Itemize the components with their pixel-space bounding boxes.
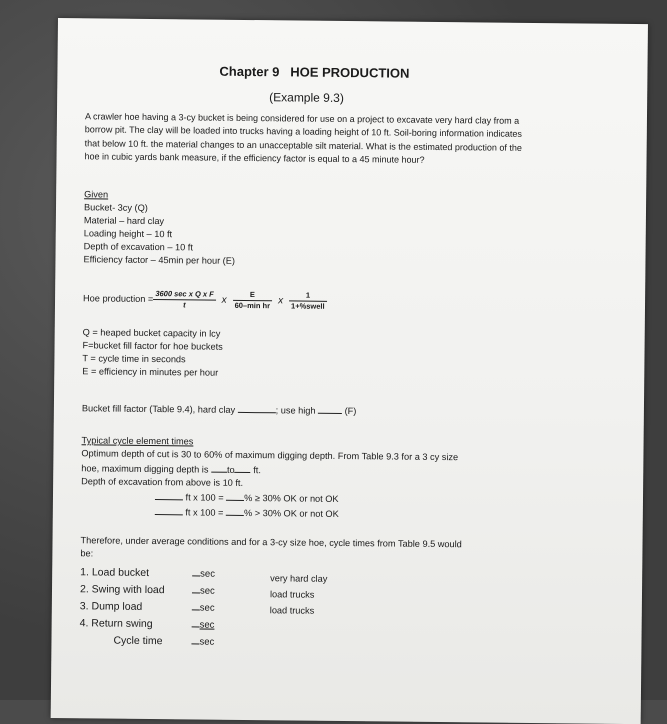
calc-result-blank[interactable] [226, 490, 244, 501]
cycle-units [191, 565, 215, 650]
cycle-step: 3. Dump load [79, 600, 143, 613]
step-time-blank[interactable] [192, 565, 200, 576]
step-unit-text: sec [199, 636, 215, 648]
calc-text: ft x 100 = [185, 507, 224, 518]
fill-factor-blank[interactable] [238, 402, 276, 413]
calc-ratio-blank[interactable] [155, 504, 183, 515]
paper-sheet [51, 18, 648, 724]
cycle-text: to [226, 464, 235, 475]
formula-lhs: Hoe production = [83, 293, 154, 305]
cycle-time-blank[interactable] [191, 633, 199, 644]
cycle-time-label: Cycle time [113, 634, 163, 648]
given-item: Material – hard clay [83, 215, 165, 227]
step-unit-text: sec [199, 585, 215, 597]
depth-max-blank[interactable] [235, 462, 251, 473]
chapter-title: HOE PRODUCTION [290, 64, 410, 81]
step-unit [192, 616, 215, 633]
step-unit [192, 599, 215, 616]
step-unit [191, 633, 214, 650]
cycle-text: ft. [253, 465, 261, 476]
calc-text: ft x 100 = [185, 492, 224, 503]
fraction-cycle [153, 289, 216, 311]
calc-line [81, 503, 458, 522]
given-item: Depth of excavation – 10 ft [83, 241, 193, 253]
cycle-steps [79, 564, 165, 650]
fill-factor-label: Bucket fill factor (Table 9.4), hard clay [81, 403, 236, 415]
multiply-sign: x [221, 294, 227, 306]
cycle-notes [270, 570, 328, 619]
fill-factor-mid: ; use high [275, 405, 316, 416]
fraction-denominator: 1+%swell [290, 301, 325, 311]
fill-factor-high-blank[interactable] [318, 403, 342, 414]
cycle-line: Depth of excavation from above is 10 ft. [81, 476, 244, 488]
cycle-note: very hard clay [270, 573, 328, 584]
multiply-sign: x [278, 295, 284, 307]
step-time-blank[interactable] [192, 599, 200, 610]
fraction-swell [289, 290, 327, 311]
definitions-list [82, 326, 223, 379]
fraction-denominator: 60–min hr [234, 300, 271, 311]
given-item: Loading height – 10 ft [83, 228, 173, 240]
chapter-number: Chapter 9 [219, 63, 280, 80]
example-label: (Example 9.3) [269, 90, 344, 105]
cycle-step: 1. Load bucket [80, 566, 150, 579]
fraction-numerator: E [233, 290, 273, 301]
definition-item: F=bucket fill factor for hoe buckets [82, 340, 223, 352]
step-unit-text: sec [199, 602, 215, 614]
cycle-step: 2. Swing with load [79, 583, 165, 597]
fill-factor-end: (F) [344, 406, 357, 417]
given-heading: Given [84, 189, 109, 200]
depth-min-blank[interactable] [211, 462, 227, 473]
fraction-efficiency [233, 290, 273, 311]
chapter-heading [219, 64, 409, 81]
calc-result-blank[interactable] [226, 505, 244, 516]
definition-item: E = efficiency in minutes per hour [82, 366, 219, 378]
definition-item: T = cycle time in seconds [82, 353, 186, 365]
calc-text: % > 30% OK or not OK [243, 507, 339, 519]
cycle-section [81, 434, 459, 522]
given-item: Efficiency factor – 45min per hour (E) [83, 254, 236, 266]
cycle-note: load trucks [269, 605, 315, 616]
conclusion-line: Therefore, under average conditions and for a 3-cy size hoe, cycle times from Table 9.5 would [80, 535, 462, 550]
step-unit [192, 582, 215, 599]
cycle-step: 4. Return swing [79, 617, 153, 631]
cycle-text: hoe, maximum digging depth is [81, 463, 209, 475]
step-unit-text: sec [199, 619, 215, 631]
conclusion-line: be: [80, 548, 94, 559]
step-time-blank[interactable] [192, 582, 200, 593]
given-item: Bucket- 3cy (Q) [83, 202, 148, 213]
cycle-heading: Typical cycle element times [81, 435, 194, 447]
fraction-denominator: t [183, 300, 186, 310]
cycle-line: Optimum depth of cut is 30 to 60% of maximum digging depth. From Table 9.3 for a 3 cy size [81, 448, 459, 463]
definition-item: Q = heaped bucket capacity in lcy [82, 327, 221, 339]
step-time-blank[interactable] [192, 616, 200, 627]
calc-ratio-blank[interactable] [155, 489, 183, 500]
problem-statement: A crawler hoe having a 3-cy bucket is being considered for use on a project to excavate very hard clay from a borrow pit. The clay will be loaded into trucks having a loading height of 10 ft. Soil-boring information indicates that below 10 ft. the material changes to an unacceptable silt material. What is the estimated production of the hoe in cubic yards bank measure, if the efficiency factor is equal to a 45 minute hour? [84, 111, 522, 166]
step-unit [192, 565, 215, 582]
given-section [83, 188, 235, 268]
fill-factor-line [82, 400, 357, 418]
step-unit-text: sec [200, 568, 216, 580]
fraction-numerator: 1 [289, 290, 327, 301]
calc-text: % ≥ 30% OK or not OK [244, 492, 339, 504]
production-formula [83, 288, 327, 312]
cycle-note: load trucks [269, 589, 315, 600]
fraction-numerator: 3600 sec x Q x F [153, 289, 215, 301]
conclusion [80, 534, 462, 564]
